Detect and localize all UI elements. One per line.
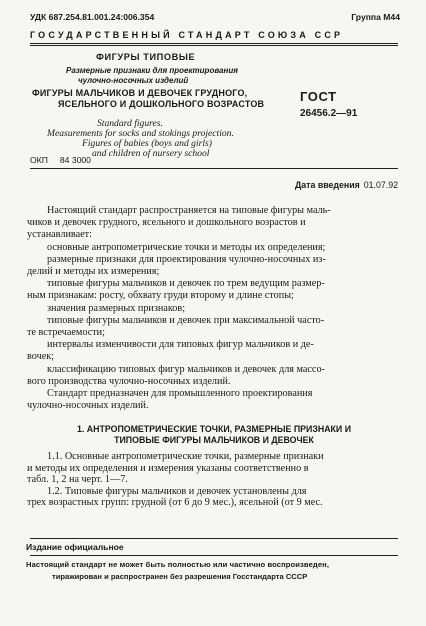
subtitle-line-1: Размерные признаки для проектирования <box>66 66 238 75</box>
text-line: интервалы изменчивости для типовых фигур мальчиков и де- <box>47 339 314 351</box>
text-line: чулочно-носочных изделий. <box>27 400 149 412</box>
title-block-rule <box>30 168 398 169</box>
text-line: делий и методы их измерения; <box>27 266 160 278</box>
text-line: чиков и девочек грудного, ясельного и дошкольного возрастов и <box>27 217 306 229</box>
header-row <box>30 12 400 26</box>
text-line: устанавливает: <box>27 229 92 241</box>
okp-label: ОКП <box>30 155 48 165</box>
english-title-line-2: Measurements for socks and stokings projection. <box>47 128 234 139</box>
gost-number: 26456.2—91 <box>300 108 358 119</box>
text-line: размерные признаки для проектирования чулочно-носочных из- <box>47 253 326 265</box>
header-rule-top <box>30 43 398 44</box>
copyright-notice-line-1: Настоящий стандарт не может быть полностью или частично воспроизведен, <box>26 560 330 569</box>
body-text <box>27 205 399 412</box>
footer-rule-middle <box>30 555 398 556</box>
intro-date-label: Дата введения <box>295 180 360 190</box>
okp-value: 84 3000 <box>59 155 91 165</box>
group-code: Группа М44 <box>351 12 400 22</box>
text-line: и методы их определения и измерения указаны соответственно в <box>27 462 309 474</box>
gost-label: ГОСТ <box>300 89 337 104</box>
english-title-line-1: Standard figures. <box>97 118 163 129</box>
english-title-line-4: and children of nursery school <box>92 148 210 159</box>
section-1-text <box>27 451 399 509</box>
official-edition-label: Издание официальное <box>26 542 124 552</box>
text-line: вого производства чулочно-носочных изделий. <box>27 375 231 387</box>
english-title-line-3: Figures of babies (boys and girls) <box>82 138 212 149</box>
main-title-line-2: ЯСЕЛЬНОГО И ДОШКОЛЬНОГО ВОЗРАСТОВ <box>58 99 265 109</box>
text-line: ным признакам: росту, обхвату груди второму и длине стопы; <box>27 290 294 302</box>
text-line: 1.2. Типовые фигуры мальчиков и девочек установлены для <box>47 485 307 497</box>
text-line: табл. 1, 2 на черт. 1—7. <box>27 474 128 486</box>
text-line: классификацию типовых фигур мальчиков и девочек для массо- <box>47 363 325 375</box>
header-rule-bottom <box>30 45 398 46</box>
okp-code <box>30 155 91 165</box>
text-line: Настоящий стандарт распространяется на типовые фигуры маль- <box>47 205 331 216</box>
udk-code: УДК 687.254.81.001.24:006.354 <box>30 12 155 22</box>
text-line: основные антропометрические точки и методы их определения; <box>47 241 326 253</box>
text-line: трех возрастных групп: грудной (от 6 до 9 мес.), ясельной (от 9 мес. <box>27 497 323 509</box>
state-standard-title: ГОСУДАРСТВЕННЫЙ СТАНДАРТ СОЮЗА ССР <box>30 30 344 40</box>
subtitle-line-2: чулочно-носочных изделий <box>78 76 189 85</box>
figures-title: ФИГУРЫ ТИПОВЫЕ <box>96 52 196 62</box>
text-line: значения размерных признаков; <box>47 302 186 314</box>
footer-rule-top <box>30 538 398 539</box>
text-line: Стандарт предназначен для промышленного проектирования <box>47 388 313 400</box>
text-line: типовые фигуры мальчиков и девочек при максимальной часто- <box>47 314 325 326</box>
intro-date-value: 01.07.92 <box>363 180 398 190</box>
main-title-line-1: ФИГУРЫ МАЛЬЧИКОВ И ДЕВОЧЕК ГРУДНОГО, <box>32 88 248 98</box>
copyright-notice-line-2: тиражирован и распространен без разрешения Госстандарта СССР <box>52 572 308 581</box>
text-line: те встречаемости; <box>27 327 105 339</box>
text-line: типовые фигуры мальчиков и девочек по трем ведущим размер- <box>47 278 325 290</box>
section-1-heading-line-2: ТИПОВЫЕ ФИГУРЫ МАЛЬЧИКОВ И ДЕВОЧЕК <box>114 435 314 445</box>
text-line: 1.1. Основные антропометрические точки, размерные признаки <box>47 451 324 462</box>
intro-date <box>295 180 398 190</box>
text-line: вочек; <box>27 351 54 363</box>
section-1-heading-line-1: 1. АНТРОПОМЕТРИЧЕСКИЕ ТОЧКИ, РАЗМЕРНЫЕ ПРИЗНАКИ И <box>76 424 352 434</box>
